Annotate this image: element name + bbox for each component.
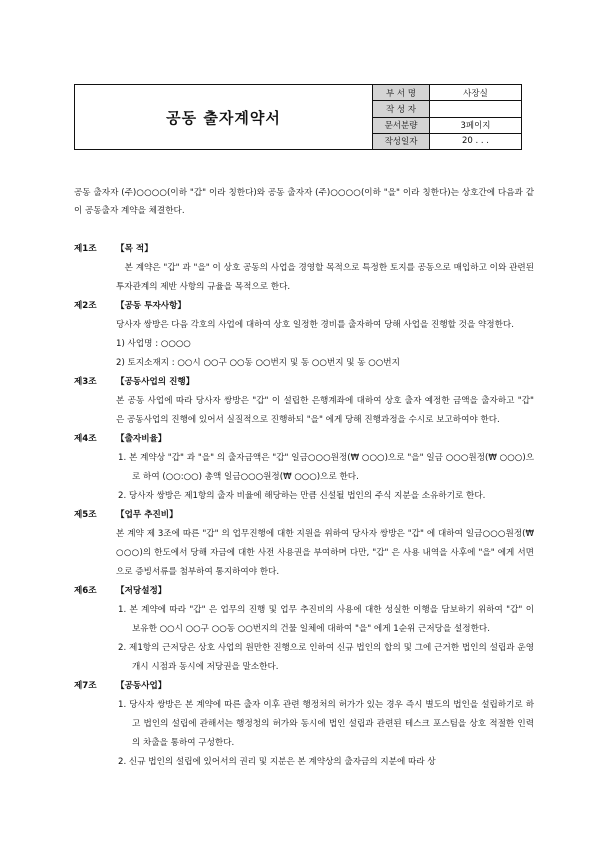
document-info-table xyxy=(373,85,521,149)
article-subitem: 1) 사업명 : ○○○○ xyxy=(116,339,191,349)
article-6 xyxy=(74,582,534,677)
article-title: 【공동 투자사항】 xyxy=(116,301,186,311)
article-number: 제4조 xyxy=(74,434,97,444)
article-7 xyxy=(74,677,534,772)
article-item: 2. 제1항의 근저당은 상호 사업의 원만한 진행으로 인하여 신규 법인의 합의 및 그에 근거한 법인의 설립과 운영개시 시점과 동시에 저당권을 말소한다. xyxy=(118,643,534,672)
info-row-author xyxy=(373,101,521,117)
article-item: 2. 신규 법인의 설립에 있어서의 권리 및 지분은 본 계약상의 출자금의 지분에 따라 상 xyxy=(118,757,436,767)
article-heading xyxy=(74,373,534,392)
article-title: 【목 적】 xyxy=(116,244,153,254)
article-number: 제5조 xyxy=(74,510,97,520)
article-item: 1. 당사자 쌍방은 본 계약에 따른 출자 이후 관련 행정처의 허가가 있는 경우 즉시 별도의 법인을 설립하기로 하고 법인의 설립에 관해서는 행정청의 허가와 동시에 법인 설립과 관련된 테스크 포스팀을 상호 적절한 인력의 차출을 통하여 구성한다. xyxy=(118,700,534,748)
articles-list xyxy=(74,240,534,772)
article-heading xyxy=(74,506,534,525)
article-paragraph: 본 계약은 "갑" 과 "을" 이 상호 공동의 사업을 경영할 목적으로 특정한 토지를 공동으로 매입하고 이와 관련된 투자관계의 제반 사항의 규율을 목적으로 한다. xyxy=(116,263,534,292)
article-paragraph: 당사자 쌍방은 다음 각호의 사업에 대하여 상호 일정한 경비를 출자하여 당해 사업을 진행할 것을 약정한다. xyxy=(116,320,514,330)
article-number: 제7조 xyxy=(74,681,97,691)
info-row-date xyxy=(373,134,521,149)
article-title: 【저당설정】 xyxy=(116,586,167,596)
article-subitem: 2) 토지소재지 : ○○시 ○○구 ○○동 ○○번지 및 동 ○○번지 및 동 ○○번지 xyxy=(116,358,400,368)
info-label: 작 성 자 xyxy=(373,101,430,116)
article-4 xyxy=(74,430,534,506)
info-value xyxy=(430,101,521,116)
info-label: 부 서 명 xyxy=(373,85,430,100)
article-title: 【출자비율】 xyxy=(116,434,167,444)
article-item: 2. 당사자 쌍방은 제1항의 출자 비율에 해당하는 만큼 신설될 법인의 주식 지분을 소유하기로 한다. xyxy=(118,491,486,501)
article-5 xyxy=(74,506,534,582)
article-item: 1. 본 계약상 "갑" 과 "을" 의 출자금액은 "갑" 일금○○○원정(₩ ○○○)으로 "을" 일금 ○○○원정(₩ ○○○)으로 하여 (○○:○○) 총액 일금○○○원정(₩ ○○○)으로 한다. xyxy=(118,453,534,482)
info-value: 20 . . . xyxy=(461,136,490,147)
article-number: 제6조 xyxy=(74,586,97,596)
document-title: 공동 출자계약서 xyxy=(75,85,373,149)
article-paragraph: 본 계약 제 3조에 따른 "갑" 의 업무진행에 대한 지원을 위하여 당사자 쌍방은 "갑" 에 대하여 일금○○○원정(₩ ○○○)의 한도에서 당해 자금에 대한 사전 사용권을 부여하며 다만, "갑" 은 사용 내역을 사후에 "을" 에게 서면으로 증빙서류를 첨부하여 통지하여야 한다. xyxy=(116,529,534,577)
info-value: 3페이지 xyxy=(460,121,491,132)
article-heading xyxy=(74,240,534,259)
article-title: 【공동사업】 xyxy=(116,681,167,691)
info-row-page-count xyxy=(373,118,521,134)
article-3 xyxy=(74,373,534,430)
article-number: 제1조 xyxy=(74,244,97,254)
info-label: 문서분량 xyxy=(373,118,430,133)
article-number: 제3조 xyxy=(74,377,97,387)
article-title: 【공동사업의 진행】 xyxy=(116,377,195,387)
article-title: 【업무 추진비】 xyxy=(116,510,178,520)
info-value: 사장실 xyxy=(463,88,488,99)
document-header-table xyxy=(74,84,522,150)
article-number: 제2조 xyxy=(74,301,97,311)
article-item: 1. 본 계약에 따라 "갑" 은 업무의 진행 및 업무 추진비의 사용에 대한 성실한 이행을 담보하기 위하여 "갑" 이 보유한 ○○시 ○○구 ○○동 ○○번지의 건물 일체에 대하여 "을" 에게 1순위 근저당을 설정한다. xyxy=(118,605,534,634)
info-row-department xyxy=(373,85,521,101)
article-1 xyxy=(74,240,534,297)
article-heading xyxy=(74,582,534,601)
article-heading xyxy=(74,297,534,316)
article-2 xyxy=(74,297,534,373)
article-paragraph: 본 공동 사업에 따라 당사자 쌍방은 "갑" 이 설립한 은행계좌에 대하여 상호 출자 예정한 금액을 출자하고 "갑" 은 공동사업의 진행에 있어서 실질적으로 진행하되 "을" 에게 당해 진행과정을 수시로 보고하여야 한다. xyxy=(116,396,534,425)
article-heading xyxy=(74,430,534,449)
info-label: 작성일자 xyxy=(373,134,430,149)
article-heading xyxy=(74,677,534,696)
intro-paragraph: 공동 출자자 (주)○○○○(이하 "갑" 이라 칭한다)와 공동 출자자 (주)○○○○(이하 "을" 이라 칭한다)는 상호간에 다음과 같이 공동출자 계약을 체결한다. xyxy=(74,188,534,216)
